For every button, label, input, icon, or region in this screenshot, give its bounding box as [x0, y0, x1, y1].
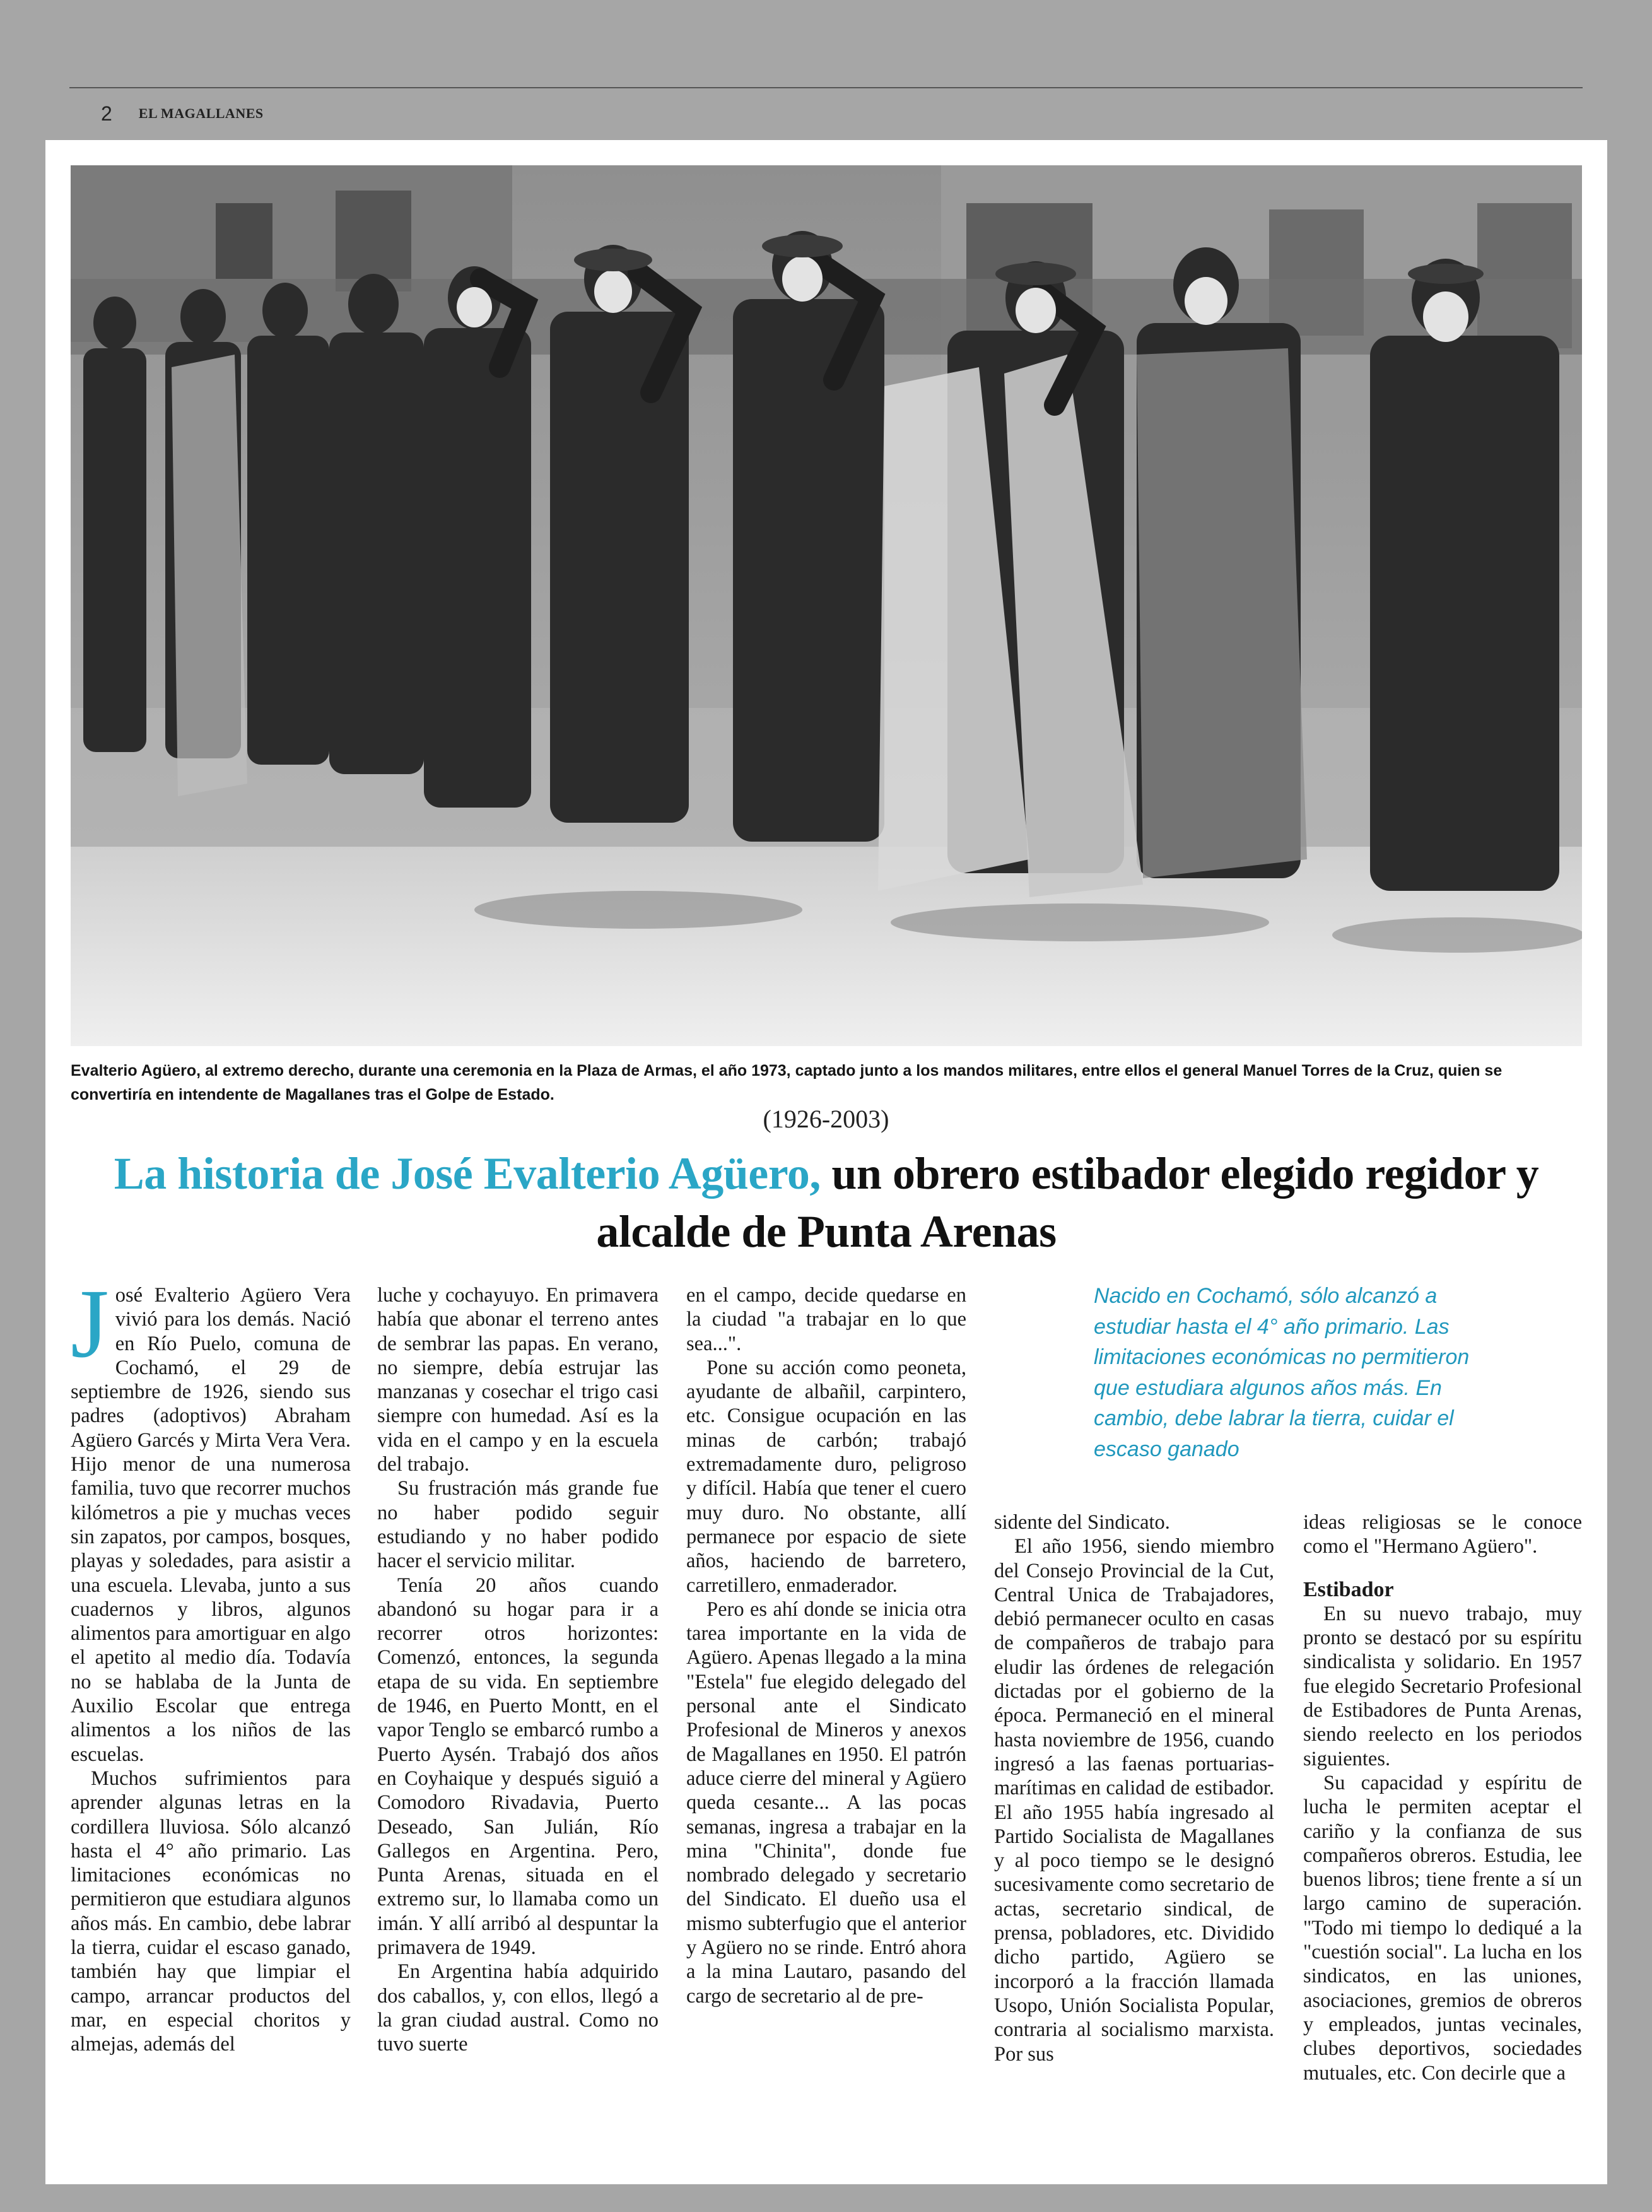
ceremony-photo-drawing [71, 165, 1582, 1046]
paragraph: Muchos sufrimientos para aprender algunas letras en la cordillera lluviosa. Sólo alcanzó hasta el 4° año primario. Las limitaciones económicas no permitieron que estudiara algunos años más. En cambio, debe labrar la tierra, cuidar el escaso ganado, también hay que limpiar el campo, arrancar productos del mar, en especial choritos y almejas, además del [71, 1767, 351, 2056]
paragraph: sidente del Sindicato. [994, 1511, 1170, 1534]
article-dates: (1926-2003) [763, 1105, 889, 1133]
header-rule [69, 87, 1583, 88]
paragraph: En su nuevo trabajo, muy pronto se destacó por su espíritu sindicalista y solidario. En 1957 fue elegido Secretario Profesional de Estibadores de Punta Arenas, siendo reelecto en los periodos siguientes. [1303, 1602, 1582, 1770]
paragraph: Pone su acción como peoneta, ayudante de albañil, carpintero, etc. Consigue ocupación en las minas de carbón; trabajó extremadamente duro, peligroso y difícil. Había que tener el cuero muy duro. No obstante, allí permanece por espacio de siete años, haciendo de barretero, carretillero, enmaderador. [686, 1356, 966, 1597]
paragraph: Tenía 20 años cuando abandonó su hogar para ir a recorrer otros horizontes: Comenzó, entonces, la segunda etapa de su vida. En septiembre de 1946, en Puerto Montt, en el vapor Tenglo se embarcó rumbo a Puerto Aysén. Trabajó dos años en Coyhaique y después siguió a Comodoro Rivadavia, Puerto Deseado, San Julián, Río Gallegos en Argentina. Pero, Punta Arenas, situada en el extremo sur, lo llamaba como un imán. Y allí arribó al despuntar la primavera de 1949. [377, 1574, 659, 1960]
headline-rest: un obrero estibador elegido regidor y alcalde de Punta Arenas [596, 1148, 1539, 1257]
paragraph: Su capacidad y espíritu de lucha le permiten aceptar el cariño y la confianza de sus compañeros obreros. Estudia, lee buenos libros; tiene frente a sí un largo camino de superación. "Todo mi tiempo lo dediqué a la "cuestión social". La lucha en los sindicatos, en las uniones, asociaciones, gremios de obreros y empleados, juntas vecinales, clubes deportivos, sociedades mutuales, etc. Con decirle que a [1303, 1771, 1582, 2085]
paragraph [71, 1269, 351, 1767]
section-subhead: Estibador [1303, 1577, 1394, 1601]
paragraph: El año 1956, siendo miembro del Consejo Provincial de la Cut, Central Unica de Trabajadores, debió permanecer oculto en casas de compañeros de trabajo para eludir las órdenes de relegación dictadas por el gobierno de la época. Permaneció en el mineral hasta noviembre de 1956, cuando ingresó a las faenas portuarias-marítimas en calidad de estibador. El año 1955 había ingresado al Partido Socialista de Magallanes y al poco tiempo se le designó sucesivamente como secretario de actas, secretario sindical, de prensa, pobladores, etc. Dividido dicho partido, Agüero se incorporó a la fracción llamada Usopo, Unión Socialista Popular, contraria al socialismo marxista. Por sus [994, 1535, 1274, 2066]
paragraph-text: osé Evalterio Agüero Vera vivió para los demás. Nació en Río Puelo, comuna de Cochamó, el 29 de septiembre de 1926, siendo sus padres (adoptivos) Abraham Agüero Garcés y Mirta Vera Vera. Hijo menor de una numerosa familia, tuvo que recorrer muchos kilómetros a pie y muchas veces sin zapatos, por campos, bosques, playas y soledades, para asistir a una escuela. Llevaba, junto a sus cuadernos y libros, algunos alimentos para amortiguar en algo el apetito al medio día. Todavía no se hablaba de la Junta de Auxilio Escolar que entrega alimentos a los niños de las escuelas. [71, 1284, 351, 1766]
publication-name: EL MAGALLANES [138, 105, 264, 121]
drop-cap: J [71, 1269, 109, 1378]
headline-accent: La historia de José Evalterio Agüero, [114, 1148, 821, 1199]
paragraph: ideas religiosas se le conoce como el "Hermano Agüero". [1303, 1511, 1582, 1558]
article-column-2 [377, 1283, 659, 2057]
paragraph: Pero es ahí donde se inicia otra tarea importante en la vida de Agüero. Apenas llegado a la mina "Estela" fue elegido delegado del personal ante el Sindicato Profesional de Mineros y anexos de Magallanes en 1950. El patrón aduce cierre del mineral y Agüero queda cesante... A las pocas semanas, ingresa a trabajar en la mina "Chinita", donde fue nombrado delegado y secretario del Sindicato. El dueño usa el mismo subterfugio que el anterior y Agüero no se rinde. Entró ahora a la mina Lautaro, pasando del cargo de secretario al de pre- [686, 1597, 966, 2008]
paragraph: Su frustración más grande fue no haber podido seguir estudiando y no haber podido hacer el servicio militar. [377, 1477, 659, 1573]
paragraph: en el campo, decide quedarse en la ciudad "a trabajar en lo que sea...". [686, 1284, 966, 1355]
photo-caption: Evalterio Agüero, al extremo derecho, durante una ceremonia en la Plaza de Armas, el año 1973, captado junto a los mandos militares, entre ellos el general Manuel Torres de la Cruz, quien se convertiría en intendente de Magallanes tras el Golpe de Estado. [71, 1062, 1503, 1103]
article-column-4 [994, 1510, 1274, 2066]
page-number: 2 [101, 102, 112, 125]
article-column-3 [686, 1283, 966, 2008]
page-header [101, 101, 264, 126]
ceremony-photo [71, 165, 1582, 1046]
article-headline [88, 1144, 1564, 1261]
article-column-1 [71, 1269, 351, 2057]
paragraph: En Argentina había adquirido dos caballos, y, con ellos, llegó a la gran ciudad austral. Como no tuvo suerte [377, 1960, 659, 2056]
paragraph: luche y cochayuyo. En primavera había que abonar el terreno antes de sembrar las papas. En verano, no siempre, debía estrujar las manzanas y cosechar el trigo casi siempre con humedad. Así es la vida en el campo y en la escuela del trabajo. [377, 1284, 659, 1476]
pull-quote: Nacido en Cochamó, sólo alcanzó a estudiar hasta el 4° año primario. Las limitaciones económicas no permitieron que estudiara algunos años más. En cambio, debe labrar la tierra, cuidar el escaso ganado [1094, 1284, 1470, 1461]
article-column-5 [1303, 1510, 1582, 2085]
